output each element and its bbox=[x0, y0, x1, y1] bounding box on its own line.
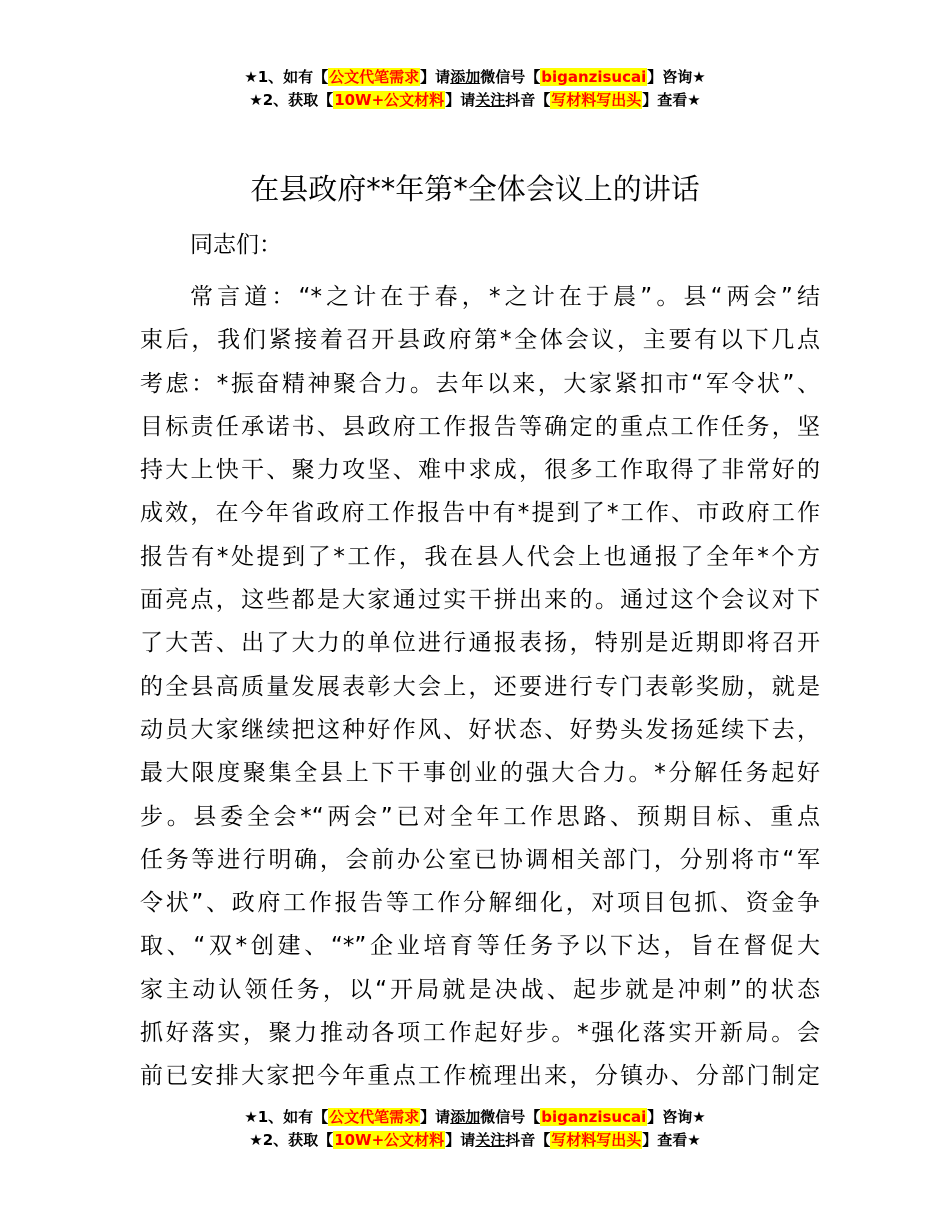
banner-text: 】查看★ bbox=[642, 1131, 701, 1149]
header-banner bbox=[0, 66, 950, 112]
body-line: 报告有*处提到了*工作，我在县人代会上也通报了全年*个方 bbox=[140, 543, 820, 570]
body-line: 动员大家继续把这种好作风、好状态、好势头发扬延续下去， bbox=[140, 716, 820, 743]
highlight-materials: 10W+公文材料 bbox=[334, 91, 445, 109]
body-line: 任务等进行明确，会前办公室已协调相关部门，分别将市“军 bbox=[140, 846, 820, 873]
banner-line-2 bbox=[0, 89, 950, 112]
footer-banner bbox=[0, 1106, 950, 1152]
highlight-wechat-id: biganzisucai bbox=[541, 68, 647, 86]
banner-text: 微信号【 bbox=[480, 68, 541, 86]
banner-text: ★1、如有【 bbox=[244, 68, 329, 86]
body-line: 前已安排大家把今年重点工作梳理出来，分镇办、分部门制定 bbox=[140, 1063, 820, 1090]
highlight-service: 公文代笔需求 bbox=[329, 68, 420, 86]
banner-text: 】咨询★ bbox=[647, 1108, 706, 1126]
body-line: 最大限度聚集全县上下干事创业的强大合力。*分解任务起好 bbox=[140, 760, 820, 787]
body-line: 束后，我们紧接着召开县政府第*全体会议，主要有以下几点 bbox=[140, 327, 820, 354]
banner-text: 】咨询★ bbox=[647, 68, 706, 86]
body-line: 步。县委全会*“两会”已对全年工作思路、预期目标、重点 bbox=[140, 803, 820, 830]
highlight-douyin-id: 写材料写出头 bbox=[551, 91, 642, 109]
body-line: 常言道：“*之计在于春，*之计在于晨”。县“两会”结 bbox=[190, 284, 820, 310]
body-line: 取、“双*创建、“*”企业培育等任务予以下达，旨在督促大 bbox=[140, 933, 820, 960]
underlined-text: 关注 bbox=[475, 91, 506, 109]
highlight-materials: 10W+公文材料 bbox=[334, 1131, 445, 1149]
salutation: 同志们： bbox=[190, 232, 282, 258]
banner-text: 】请 bbox=[420, 68, 451, 86]
document-title: 在县政府**年第*全体会议上的讲话 bbox=[250, 172, 700, 206]
banner-text: 】查看★ bbox=[642, 91, 701, 109]
banner-text: ★1、如有【 bbox=[244, 1108, 329, 1126]
body-line: 家主动认领任务，以“开局就是决战、起步就是冲刺”的状态 bbox=[140, 976, 820, 1003]
banner-text: 微信号【 bbox=[480, 1108, 541, 1126]
banner-text: ★2、获取【 bbox=[249, 1131, 334, 1149]
banner-text: 抖音【 bbox=[505, 91, 551, 109]
underlined-text: 添加 bbox=[450, 1108, 481, 1126]
body-line: 抓好落实，聚力推动各项工作起好步。*强化落实开新局。会 bbox=[140, 1020, 820, 1047]
body-line: 的全县高质量发展表彰大会上，还要进行专门表彰奖励，就是 bbox=[140, 673, 820, 700]
body-line: 面亮点，这些都是大家通过实干拼出来的。通过这个会议对下 bbox=[140, 587, 820, 614]
banner-text: 抖音【 bbox=[505, 1131, 551, 1149]
banner-line-1 bbox=[0, 66, 950, 89]
highlight-wechat-id: biganzisucai bbox=[541, 1108, 647, 1126]
body-line: 了大苦、出了大力的单位进行通报表扬，特别是近期即将召开 bbox=[140, 630, 820, 657]
banner-line-1 bbox=[0, 1106, 950, 1129]
body-line: 持大上快干、聚力攻坚、难中求成，很多工作取得了非常好的 bbox=[140, 457, 820, 484]
document-body bbox=[140, 276, 820, 1099]
highlight-douyin-id: 写材料写出头 bbox=[551, 1131, 642, 1149]
body-line: 成效，在今年省政府工作报告中有*提到了*工作、市政府工作 bbox=[140, 500, 820, 527]
body-line: 考虑：*振奋精神聚合力。去年以来，大家紧扣市“军令状”、 bbox=[140, 370, 820, 397]
banner-line-2 bbox=[0, 1129, 950, 1152]
body-line: 目标责任承诺书、县政府工作报告等确定的重点工作任务，坚 bbox=[140, 413, 820, 440]
underlined-text: 关注 bbox=[475, 1131, 506, 1149]
banner-text: 】请 bbox=[445, 91, 476, 109]
banner-text: 】请 bbox=[445, 1131, 476, 1149]
banner-text: 】请 bbox=[420, 1108, 451, 1126]
banner-text: ★2、获取【 bbox=[249, 91, 334, 109]
underlined-text: 添加 bbox=[450, 68, 481, 86]
body-line: 令状”、政府工作报告等工作分解细化，对项目包抓、资金争 bbox=[140, 890, 820, 917]
highlight-service: 公文代笔需求 bbox=[329, 1108, 420, 1126]
